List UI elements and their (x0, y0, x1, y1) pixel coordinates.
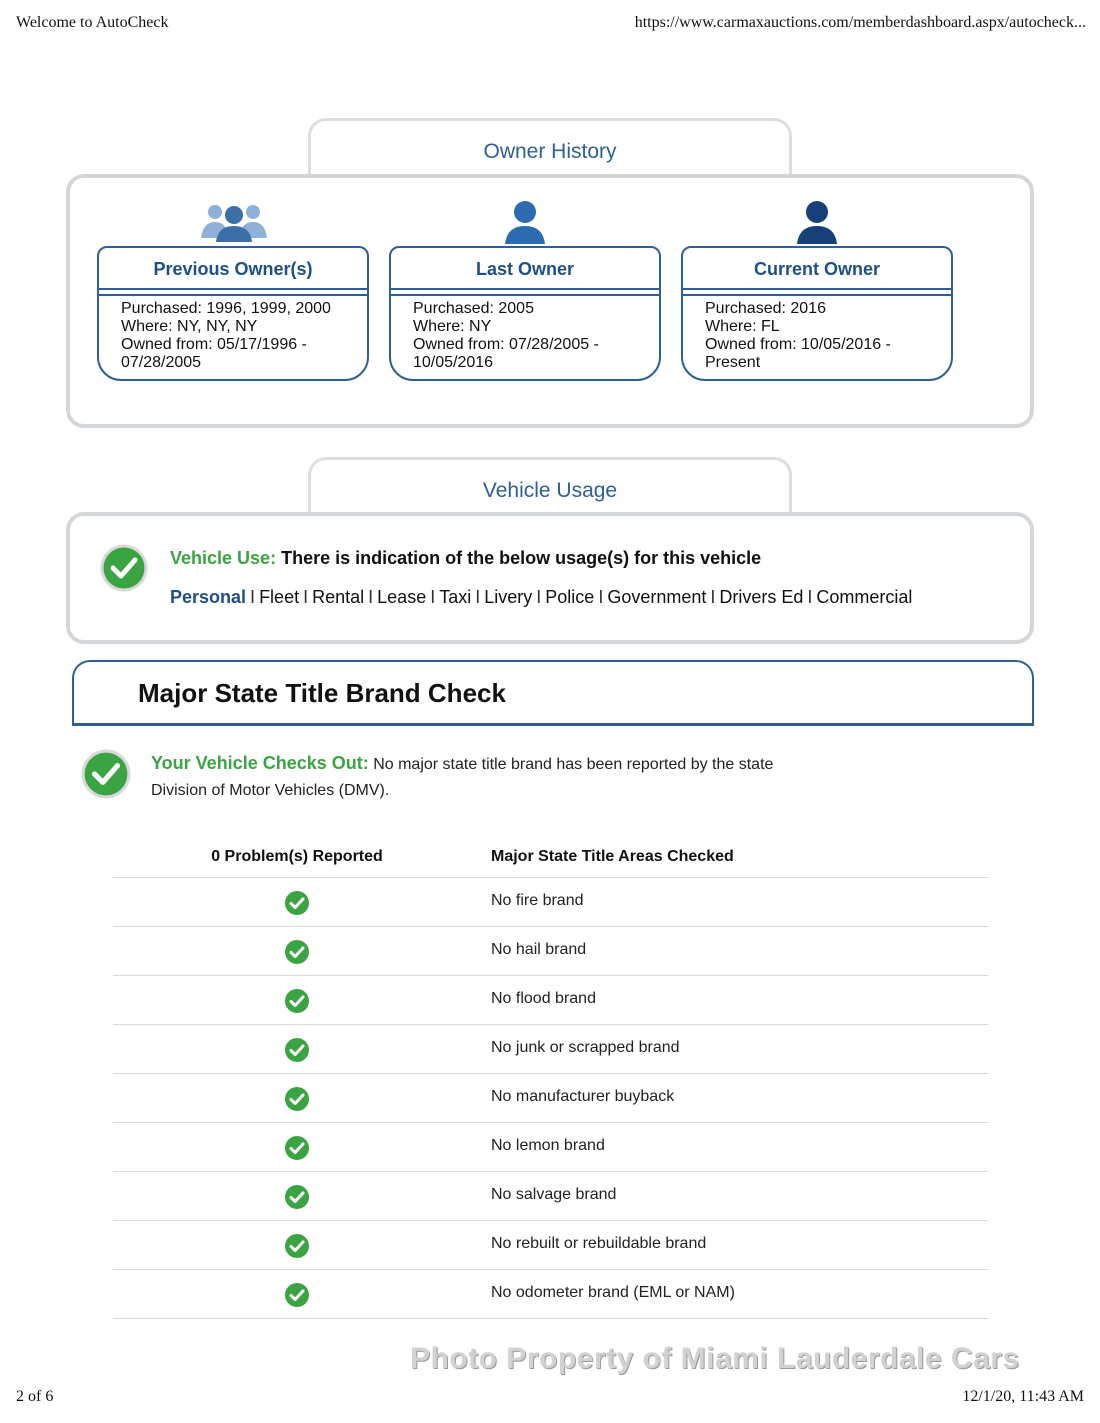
table-row (113, 976, 988, 1025)
table-row (113, 1172, 988, 1221)
current-owner-purchased: Purchased: 2016 (705, 300, 826, 317)
previous-owners-where: Where: NY, NY, NY (121, 318, 258, 335)
row-check-icon (284, 939, 310, 965)
usage-separator: I (475, 587, 481, 607)
last-owner-title: Last Owner (391, 248, 659, 290)
current-owner-owned-from: Owned from: 10/05/2016 - (705, 336, 891, 353)
usage-separator: I (598, 587, 604, 607)
usage-separator: I (368, 587, 374, 607)
row-check-icon (284, 1184, 310, 1210)
vehicle-use-text: There is indication of the below usage(s) for this vehicle (281, 548, 762, 568)
usage-separator: I (430, 587, 436, 607)
areas-checked-header: Major State Title Areas Checked (491, 848, 734, 865)
row-area-checked: No salvage brand (491, 1186, 617, 1203)
previous-owners-card (97, 246, 369, 381)
row-check-icon (284, 890, 310, 916)
title-brand-table-header (113, 838, 988, 878)
usage-item: Police (545, 587, 595, 607)
problems-reported-header: 0 Problem(s) Reported (211, 848, 383, 865)
row-check-icon (284, 1233, 310, 1259)
title-brand-status (151, 750, 851, 804)
row-area-checked: No fire brand (491, 892, 584, 909)
row-area-checked: No lemon brand (491, 1137, 605, 1154)
usage-item: Fleet (259, 587, 300, 607)
table-row (113, 1123, 988, 1172)
usage-separator: I (807, 587, 813, 607)
current-owner-person-icon (795, 198, 839, 246)
row-area-checked: No hail brand (491, 941, 587, 958)
row-area-checked: No rebuilt or rebuildable brand (491, 1235, 707, 1252)
row-area-checked: No manufacturer buyback (491, 1088, 675, 1105)
previous-owners-purchased: Purchased: 1996, 1999, 2000 (121, 300, 331, 317)
vehicle-use-label: Vehicle Use: (170, 548, 277, 568)
last-owner-card (389, 246, 661, 381)
row-area-checked: No odometer brand (EML or NAM) (491, 1284, 735, 1301)
usage-item: Taxi (439, 587, 472, 607)
previous-owners-owned-from: Owned from: 05/17/1996 - (121, 336, 307, 353)
current-owner-title: Current Owner (683, 248, 951, 290)
usage-separator: I (536, 587, 542, 607)
vehicle-usage-tab (308, 457, 792, 517)
current-owner-where: Where: FL (705, 318, 780, 335)
title-brand-status-text: No major state title brand has been reported by the state (373, 756, 774, 773)
table-row (113, 1025, 988, 1074)
title-brand-heading: Major State Title Brand Check (138, 678, 506, 708)
usage-separator: I (710, 587, 716, 607)
vehicle-use-check-icon (100, 544, 148, 592)
usage-item: Government (607, 587, 707, 607)
row-check-icon (284, 988, 310, 1014)
usage-item: Drivers Ed (719, 587, 804, 607)
row-area-checked: No junk or scrapped brand (491, 1039, 680, 1056)
row-area-checked: No flood brand (491, 990, 596, 1007)
last-owner-where: Where: NY (413, 318, 492, 335)
print-page-title: Welcome to AutoCheck (16, 14, 169, 31)
last-owner-owned-from: Owned from: 07/28/2005 - (413, 336, 599, 353)
row-check-icon (284, 1086, 310, 1112)
current-owner-card (681, 246, 953, 381)
print-datetime: 12/1/20, 11:43 AM (962, 1388, 1084, 1405)
last-owner-owned-to: 10/05/2016 (413, 354, 494, 371)
usage-separator: I (250, 587, 256, 607)
owner-history-tab-label: Owner History (483, 140, 617, 163)
table-row (113, 1221, 988, 1270)
usage-item: Personal (170, 587, 247, 607)
last-owner-purchased: Purchased: 2005 (413, 300, 534, 317)
usage-item: Lease (377, 587, 427, 607)
print-page-url: https://www.carmaxauctions.com/memberdashboard.aspx/autocheck... (634, 14, 1086, 31)
previous-owners-owned-to: 07/28/2005 (121, 354, 202, 371)
usage-separator: I (303, 587, 309, 607)
print-page-number: 2 of 6 (16, 1388, 54, 1405)
vehicle-use-heading (170, 548, 761, 569)
table-row (113, 1074, 988, 1123)
title-brand-check-icon (81, 749, 131, 799)
title-brand-status-text-2: Division of Motor Vehicles (DMV). (151, 782, 390, 799)
previous-owners-title: Previous Owner(s) (99, 248, 367, 290)
photo-watermark: Photo Property of Miami Lauderdale Cars (410, 1342, 1020, 1375)
table-row (113, 878, 988, 927)
title-brand-status-label: Your Vehicle Checks Out: (151, 753, 369, 773)
title-brand-table (113, 838, 988, 1319)
row-check-icon (284, 1135, 310, 1161)
row-check-icon (284, 1282, 310, 1308)
usage-item: Livery (484, 587, 533, 607)
vehicle-usage-tab-label: Vehicle Usage (482, 479, 618, 502)
usage-item: Rental (312, 587, 365, 607)
owner-history-tab (308, 118, 792, 178)
usage-item: Commercial (816, 587, 913, 607)
table-row (113, 927, 988, 976)
vehicle-use-list (170, 587, 912, 608)
last-owner-person-icon (503, 198, 547, 246)
vehicle-usage-panel (66, 512, 1034, 644)
table-row (113, 1270, 988, 1319)
row-check-icon (284, 1037, 310, 1063)
current-owner-owned-to: Present (705, 354, 761, 371)
previous-owners-group-icon (199, 198, 269, 244)
